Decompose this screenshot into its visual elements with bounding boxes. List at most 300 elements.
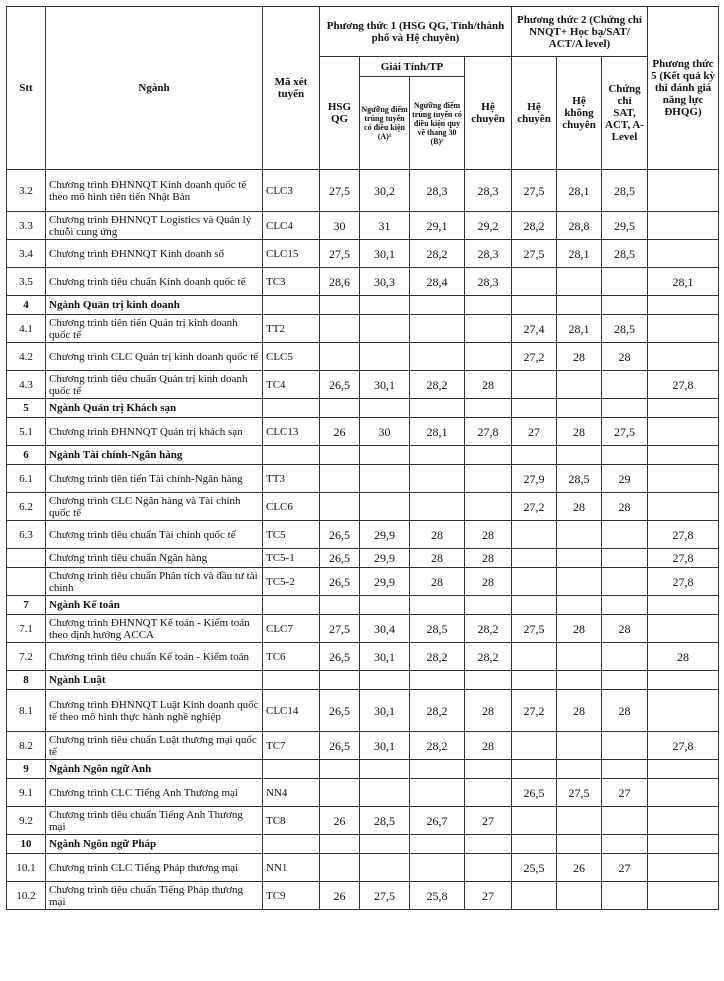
empty-cell	[263, 296, 320, 315]
stt-cell: 4.2	[7, 343, 46, 371]
stt-cell: 4	[7, 296, 46, 315]
chung-chi-cell: 28,5	[602, 240, 648, 268]
header-phuong-thuc-1: Phương thức 1 (HSG QG, Tỉnh/thành phố và Hệ chuyên)	[320, 7, 512, 57]
section-row	[7, 296, 719, 315]
nguong-a-cell: 30,1	[360, 732, 410, 760]
he-khong-chuyen-cell: 28	[557, 615, 602, 643]
empty-cell	[320, 835, 360, 854]
nguong-b-cell	[410, 493, 465, 521]
program-name: Chương trình CLC Quản trị kinh doanh quốc tế	[46, 343, 263, 371]
table-row	[7, 568, 719, 596]
he-chuyen-pt1-cell: 28,3	[465, 268, 512, 296]
empty-cell	[512, 835, 557, 854]
phuong-thuc-5-cell	[648, 854, 719, 882]
empty-cell	[410, 446, 465, 465]
nguong-b-cell: 28,2	[410, 240, 465, 268]
program-name: Chương trình ĐHNNQT Kế toán - Kiểm toán theo định hướng ACCA	[46, 615, 263, 643]
program-name: Chương trình CLC Ngân hàng và Tài chính quốc tế	[46, 493, 263, 521]
empty-cell	[360, 760, 410, 779]
hsg-qg-cell: 26	[320, 807, 360, 835]
phuong-thuc-5-cell	[648, 493, 719, 521]
nguong-b-cell: 28,1	[410, 418, 465, 446]
stt-cell: 10.1	[7, 854, 46, 882]
phuong-thuc-5-cell	[648, 240, 719, 268]
nguong-a-cell: 30,1	[360, 240, 410, 268]
nguong-a-cell: 30,1	[360, 371, 410, 399]
table-row	[7, 807, 719, 835]
ma-xet-tuyen-cell: TC6	[263, 643, 320, 671]
he-khong-chuyen-cell	[557, 643, 602, 671]
empty-cell	[360, 296, 410, 315]
stt-cell: 4.3	[7, 371, 46, 399]
nguong-b-cell	[410, 343, 465, 371]
nguong-b-cell: 28,2	[410, 371, 465, 399]
he-chuyen-pt1-cell	[465, 315, 512, 343]
nguong-a-cell: 30,3	[360, 268, 410, 296]
admission-table-wrapper	[6, 6, 719, 910]
empty-cell	[602, 399, 648, 418]
ma-xet-tuyen-cell: CLC6	[263, 493, 320, 521]
stt-cell: 6.3	[7, 521, 46, 549]
empty-cell	[360, 671, 410, 690]
empty-cell	[557, 399, 602, 418]
program-name: Chương trình tiêu chuẩn Phân tích và đầu tư tài chính	[46, 568, 263, 596]
he-chuyen-pt2-cell: 27,4	[512, 315, 557, 343]
program-name: Chương trình tiêu chuẩn Ngân hàng	[46, 549, 263, 568]
nguong-b-cell: 26,7	[410, 807, 465, 835]
hsg-qg-cell: 28,6	[320, 268, 360, 296]
empty-cell	[465, 399, 512, 418]
program-name: Chương trình ĐHNNQT Kinh doanh số	[46, 240, 263, 268]
stt-cell: 4.1	[7, 315, 46, 343]
nguong-a-cell: 28,5	[360, 807, 410, 835]
empty-cell	[648, 671, 719, 690]
empty-cell	[602, 446, 648, 465]
empty-cell	[648, 296, 719, 315]
he-khong-chuyen-cell	[557, 732, 602, 760]
empty-cell	[360, 596, 410, 615]
he-chuyen-pt1-cell: 28	[465, 549, 512, 568]
stt-cell	[7, 549, 46, 568]
empty-cell	[465, 446, 512, 465]
empty-cell	[360, 399, 410, 418]
he-chuyen-pt2-cell	[512, 807, 557, 835]
table-row	[7, 493, 719, 521]
table-row	[7, 732, 719, 760]
phuong-thuc-5-cell: 27,8	[648, 521, 719, 549]
phuong-thuc-5-cell	[648, 418, 719, 446]
chung-chi-cell: 29	[602, 465, 648, 493]
he-chuyen-pt1-cell: 28,3	[465, 170, 512, 212]
hsg-qg-cell: 26	[320, 882, 360, 910]
program-name: Chương trình ĐHNNQT Kinh doanh quốc tế theo mô hình tiên tiến Nhật Bản	[46, 170, 263, 212]
he-chuyen-pt2-cell	[512, 371, 557, 399]
nguong-b-cell	[410, 779, 465, 807]
chung-chi-cell: 27	[602, 854, 648, 882]
program-name: Chương trình tiêu chuẩn Kế toán - Kiểm toán	[46, 643, 263, 671]
empty-cell	[465, 296, 512, 315]
chung-chi-cell	[602, 807, 648, 835]
he-khong-chuyen-cell: 28,1	[557, 315, 602, 343]
stt-cell: 9	[7, 760, 46, 779]
nguong-a-cell	[360, 315, 410, 343]
stt-cell: 9.1	[7, 779, 46, 807]
nguong-b-cell: 29,1	[410, 212, 465, 240]
program-name: Chương trình CLC Tiếng Anh Thương mại	[46, 779, 263, 807]
header-hsg-qg: HSG QG	[320, 57, 360, 170]
section-title: Ngành Ngôn ngữ Pháp	[46, 835, 263, 854]
he-khong-chuyen-cell: 28,1	[557, 240, 602, 268]
empty-cell	[465, 760, 512, 779]
table-row	[7, 690, 719, 732]
hsg-qg-cell: 26,5	[320, 690, 360, 732]
empty-cell	[512, 671, 557, 690]
phuong-thuc-5-cell	[648, 779, 719, 807]
section-title: Ngành Tài chính-Ngân hàng	[46, 446, 263, 465]
header-nguong-a: Ngưỡng điểm trúng tuyển có điều kiện (A)¹	[360, 77, 410, 170]
he-chuyen-pt2-cell: 28,2	[512, 212, 557, 240]
empty-cell	[465, 835, 512, 854]
he-chuyen-pt2-cell: 25,5	[512, 854, 557, 882]
section-row	[7, 596, 719, 615]
header-he-chuyen-pt1: Hệ chuyên	[465, 57, 512, 170]
nguong-a-cell	[360, 465, 410, 493]
empty-cell	[512, 760, 557, 779]
nguong-a-cell: 29,9	[360, 521, 410, 549]
table-row	[7, 615, 719, 643]
header-nganh: Ngành	[46, 7, 263, 170]
empty-cell	[263, 446, 320, 465]
chung-chi-cell: 27,5	[602, 418, 648, 446]
hsg-qg-cell: 27,5	[320, 240, 360, 268]
table-row	[7, 521, 719, 549]
he-chuyen-pt2-cell: 27,5	[512, 240, 557, 268]
program-name: Chương trình ĐHNNQT Logistics và Quản lý chuỗi cung ứng	[46, 212, 263, 240]
section-row	[7, 399, 719, 418]
chung-chi-cell	[602, 521, 648, 549]
ma-xet-tuyen-cell: CLC5	[263, 343, 320, 371]
empty-cell	[320, 399, 360, 418]
empty-cell	[602, 835, 648, 854]
he-chuyen-pt2-cell	[512, 882, 557, 910]
nguong-a-cell: 30,1	[360, 690, 410, 732]
empty-cell	[465, 596, 512, 615]
hsg-qg-cell	[320, 465, 360, 493]
hsg-qg-cell: 26,5	[320, 568, 360, 596]
program-name: Chương trình ĐHNNQT Luật Kinh doanh quốc tế theo mô hình thực hành nghề nghiệp	[46, 690, 263, 732]
admission-score-table	[6, 6, 719, 910]
hsg-qg-cell	[320, 854, 360, 882]
chung-chi-cell: 28	[602, 690, 648, 732]
he-khong-chuyen-cell: 28,1	[557, 170, 602, 212]
table-row	[7, 779, 719, 807]
stt-cell: 10	[7, 835, 46, 854]
empty-cell	[557, 760, 602, 779]
program-name: Chương trình tiêu chuẩn Kinh doanh quốc tế	[46, 268, 263, 296]
stt-cell: 3.4	[7, 240, 46, 268]
nguong-b-cell: 28,5	[410, 615, 465, 643]
table-row	[7, 854, 719, 882]
hsg-qg-cell	[320, 779, 360, 807]
chung-chi-cell: 28	[602, 615, 648, 643]
empty-cell	[648, 835, 719, 854]
ma-xet-tuyen-cell: CLC15	[263, 240, 320, 268]
he-chuyen-pt1-cell: 28,2	[465, 643, 512, 671]
ma-xet-tuyen-cell: TC4	[263, 371, 320, 399]
nguong-b-cell: 25,8	[410, 882, 465, 910]
he-chuyen-pt1-cell: 28,3	[465, 240, 512, 268]
he-khong-chuyen-cell	[557, 568, 602, 596]
nguong-a-cell: 31	[360, 212, 410, 240]
stt-cell: 3.3	[7, 212, 46, 240]
header-phuong-thuc-2: Phương thức 2 (Chứng chỉ NNQT+ Học bạ/SAT/ ACT/A level)	[512, 7, 648, 57]
chung-chi-cell	[602, 549, 648, 568]
ma-xet-tuyen-cell: TC8	[263, 807, 320, 835]
he-chuyen-pt2-cell	[512, 549, 557, 568]
section-title: Ngành Kế toán	[46, 596, 263, 615]
stt-cell: 7.2	[7, 643, 46, 671]
he-chuyen-pt1-cell	[465, 343, 512, 371]
empty-cell	[557, 671, 602, 690]
table-body	[7, 170, 719, 910]
empty-cell	[512, 296, 557, 315]
nguong-b-cell: 28,3	[410, 170, 465, 212]
nguong-a-cell: 30,1	[360, 643, 410, 671]
empty-cell	[320, 446, 360, 465]
empty-cell	[648, 760, 719, 779]
empty-cell	[602, 671, 648, 690]
table-row	[7, 315, 719, 343]
section-title: Ngành Luật	[46, 671, 263, 690]
stt-cell: 10.2	[7, 882, 46, 910]
chung-chi-cell: 27	[602, 779, 648, 807]
chung-chi-cell: 29,5	[602, 212, 648, 240]
phuong-thuc-5-cell	[648, 807, 719, 835]
phuong-thuc-5-cell	[648, 615, 719, 643]
stt-cell	[7, 568, 46, 596]
empty-cell	[263, 596, 320, 615]
he-chuyen-pt2-cell: 27,2	[512, 343, 557, 371]
phuong-thuc-5-cell: 27,8	[648, 568, 719, 596]
phuong-thuc-5-cell: 27,8	[648, 549, 719, 568]
he-chuyen-pt2-cell	[512, 521, 557, 549]
stt-cell: 5.1	[7, 418, 46, 446]
section-row	[7, 446, 719, 465]
ma-xet-tuyen-cell: TC5	[263, 521, 320, 549]
table-header	[7, 7, 719, 170]
table-row	[7, 549, 719, 568]
header-giai-tinh-tp: Giải Tỉnh/TP	[360, 57, 465, 77]
stt-cell: 8.1	[7, 690, 46, 732]
program-name: Chương trình tiêu chuẩn Quản trị kinh doanh quốc tế	[46, 371, 263, 399]
program-name: Chương trình tiên tiến Tài chính-Ngân hàng	[46, 465, 263, 493]
header-ma-xet-tuyen: Mã xét tuyển	[263, 7, 320, 170]
header-nguong-b: Ngưỡng điểm trúng tuyển có điều kiện quy về thang 30 (B)²	[410, 77, 465, 170]
hsg-qg-cell: 27,5	[320, 615, 360, 643]
empty-cell	[557, 446, 602, 465]
he-chuyen-pt2-cell: 27,2	[512, 493, 557, 521]
section-row	[7, 671, 719, 690]
hsg-qg-cell: 26,5	[320, 732, 360, 760]
nguong-a-cell	[360, 343, 410, 371]
table-row	[7, 268, 719, 296]
ma-xet-tuyen-cell: TT3	[263, 465, 320, 493]
chung-chi-cell	[602, 371, 648, 399]
he-chuyen-pt1-cell: 28	[465, 371, 512, 399]
hsg-qg-cell: 26	[320, 418, 360, 446]
empty-cell	[602, 760, 648, 779]
he-khong-chuyen-cell	[557, 549, 602, 568]
phuong-thuc-5-cell: 27,8	[648, 371, 719, 399]
he-khong-chuyen-cell: 27,5	[557, 779, 602, 807]
stt-cell: 3.5	[7, 268, 46, 296]
chung-chi-cell: 28,5	[602, 315, 648, 343]
phuong-thuc-5-cell	[648, 465, 719, 493]
empty-cell	[648, 399, 719, 418]
he-chuyen-pt1-cell: 28	[465, 732, 512, 760]
chung-chi-cell: 28	[602, 343, 648, 371]
nguong-b-cell	[410, 854, 465, 882]
he-chuyen-pt1-cell: 27	[465, 807, 512, 835]
empty-cell	[320, 671, 360, 690]
program-name: Chương trình ĐHNNQT Quản trị khách sạn	[46, 418, 263, 446]
hsg-qg-cell: 27,5	[320, 170, 360, 212]
hsg-qg-cell: 26,5	[320, 549, 360, 568]
empty-cell	[320, 760, 360, 779]
section-row	[7, 760, 719, 779]
stt-cell: 8.2	[7, 732, 46, 760]
stt-cell: 6.1	[7, 465, 46, 493]
empty-cell	[512, 596, 557, 615]
table-row	[7, 240, 719, 268]
empty-cell	[410, 296, 465, 315]
section-title: Ngành Quản trị kinh doanh	[46, 296, 263, 315]
empty-cell	[648, 596, 719, 615]
ma-xet-tuyen-cell: CLC13	[263, 418, 320, 446]
empty-cell	[557, 296, 602, 315]
he-khong-chuyen-cell: 28	[557, 690, 602, 732]
table-row	[7, 882, 719, 910]
he-chuyen-pt1-cell: 28	[465, 521, 512, 549]
phuong-thuc-5-cell: 28	[648, 643, 719, 671]
he-chuyen-pt2-cell: 26,5	[512, 779, 557, 807]
chung-chi-cell: 28,5	[602, 170, 648, 212]
nguong-b-cell: 28	[410, 549, 465, 568]
empty-cell	[360, 446, 410, 465]
phuong-thuc-5-cell	[648, 690, 719, 732]
ma-xet-tuyen-cell: CLC3	[263, 170, 320, 212]
section-title: Ngành Ngôn ngữ Anh	[46, 760, 263, 779]
nguong-b-cell	[410, 315, 465, 343]
ma-xet-tuyen-cell: NN4	[263, 779, 320, 807]
header-stt: Stt	[7, 7, 46, 170]
header-chung-chi: Chứng chỉ SAT, ACT, A-Level	[602, 57, 648, 170]
stt-cell: 8	[7, 671, 46, 690]
he-chuyen-pt1-cell	[465, 493, 512, 521]
phuong-thuc-5-cell: 27,8	[648, 732, 719, 760]
he-chuyen-pt2-cell: 27,5	[512, 615, 557, 643]
nguong-b-cell: 28	[410, 568, 465, 596]
he-chuyen-pt1-cell	[465, 779, 512, 807]
table-row	[7, 465, 719, 493]
he-chuyen-pt1-cell: 29,2	[465, 212, 512, 240]
section-row	[7, 835, 719, 854]
ma-xet-tuyen-cell: CLC7	[263, 615, 320, 643]
he-khong-chuyen-cell: 28	[557, 343, 602, 371]
empty-cell	[557, 835, 602, 854]
chung-chi-cell	[602, 268, 648, 296]
he-chuyen-pt1-cell: 28,2	[465, 615, 512, 643]
ma-xet-tuyen-cell: CLC4	[263, 212, 320, 240]
stt-cell: 7.1	[7, 615, 46, 643]
he-chuyen-pt1-cell	[465, 854, 512, 882]
program-name: Chương trình tiêu chuẩn Tiếng Anh Thương mại	[46, 807, 263, 835]
empty-cell	[410, 596, 465, 615]
nguong-a-cell: 30,2	[360, 170, 410, 212]
he-khong-chuyen-cell	[557, 268, 602, 296]
he-chuyen-pt2-cell: 27,5	[512, 170, 557, 212]
empty-cell	[263, 399, 320, 418]
empty-cell	[410, 835, 465, 854]
he-khong-chuyen-cell: 28,5	[557, 465, 602, 493]
nguong-a-cell	[360, 493, 410, 521]
nguong-a-cell: 29,9	[360, 549, 410, 568]
stt-cell: 6	[7, 446, 46, 465]
nguong-a-cell	[360, 779, 410, 807]
table-row	[7, 418, 719, 446]
chung-chi-cell	[602, 732, 648, 760]
hsg-qg-cell: 26,5	[320, 371, 360, 399]
nguong-b-cell: 28,2	[410, 690, 465, 732]
he-khong-chuyen-cell: 26	[557, 854, 602, 882]
chung-chi-cell	[602, 882, 648, 910]
ma-xet-tuyen-cell: TC9	[263, 882, 320, 910]
nguong-a-cell: 30	[360, 418, 410, 446]
he-chuyen-pt1-cell: 27	[465, 882, 512, 910]
program-name: Chương trình CLC Tiếng Pháp thương mại	[46, 854, 263, 882]
empty-cell	[602, 596, 648, 615]
he-khong-chuyen-cell	[557, 882, 602, 910]
header-phuong-thuc-5: Phương thức 5 (Kết quả kỳ thi đánh giá năng lực ĐHQG)	[648, 7, 719, 170]
chung-chi-cell	[602, 568, 648, 596]
hsg-qg-cell: 30	[320, 212, 360, 240]
table-row	[7, 212, 719, 240]
stt-cell: 3.2	[7, 170, 46, 212]
empty-cell	[263, 760, 320, 779]
empty-cell	[512, 446, 557, 465]
program-name: Chương trình tiêu chuẩn Luật thương mại quốc tế	[46, 732, 263, 760]
he-chuyen-pt1-cell	[465, 465, 512, 493]
chung-chi-cell: 28	[602, 493, 648, 521]
stt-cell: 7	[7, 596, 46, 615]
he-khong-chuyen-cell: 28	[557, 493, 602, 521]
hsg-qg-cell	[320, 315, 360, 343]
hsg-qg-cell	[320, 343, 360, 371]
hsg-qg-cell	[320, 493, 360, 521]
table-row	[7, 343, 719, 371]
he-khong-chuyen-cell	[557, 371, 602, 399]
header-he-khong-chuyen: Hệ không chuyên	[557, 57, 602, 170]
empty-cell	[465, 671, 512, 690]
he-khong-chuyen-cell: 28	[557, 418, 602, 446]
header-he-chuyen-pt2: Hệ chuyên	[512, 57, 557, 170]
he-chuyen-pt2-cell: 27	[512, 418, 557, 446]
he-chuyen-pt1-cell: 28	[465, 690, 512, 732]
stt-cell: 6.2	[7, 493, 46, 521]
phuong-thuc-5-cell	[648, 315, 719, 343]
he-chuyen-pt2-cell	[512, 268, 557, 296]
ma-xet-tuyen-cell: TC5-2	[263, 568, 320, 596]
